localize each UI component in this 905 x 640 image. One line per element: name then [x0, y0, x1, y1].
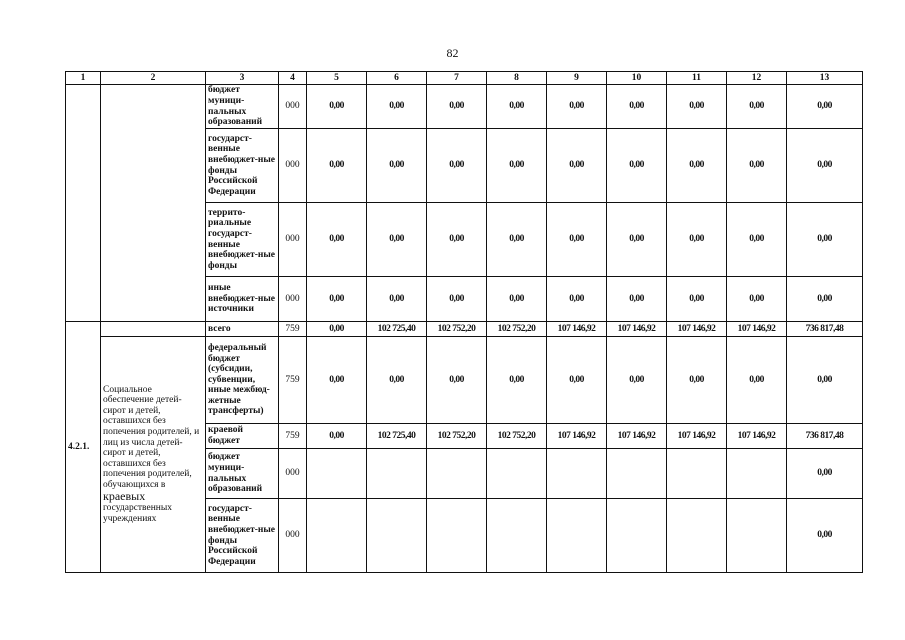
value-cell — [547, 449, 607, 499]
value-cell: 0,00 — [487, 85, 547, 129]
value-cell: 107 146,92 — [547, 322, 607, 337]
value-cell: 102 752,20 — [427, 424, 487, 449]
value-cell: 0,00 — [307, 129, 367, 203]
column-header: 1 — [66, 72, 101, 85]
value-cell — [607, 449, 667, 499]
value-cell — [487, 449, 547, 499]
value-cell — [427, 449, 487, 499]
value-cell: 0,00 — [367, 337, 427, 424]
value-cell — [547, 499, 607, 573]
value-cell: 0,00 — [787, 203, 863, 277]
column-header: 8 — [487, 72, 547, 85]
value-cell: 0,00 — [727, 203, 787, 277]
value-cell: 107 146,92 — [667, 322, 727, 337]
funding-source: бюджет муници-пальных образований — [206, 449, 279, 499]
value-cell: 107 146,92 — [667, 424, 727, 449]
value-cell: 0,00 — [547, 85, 607, 129]
funding-source: краевой бюджет — [206, 424, 279, 449]
code-cell: 000 — [279, 449, 307, 499]
value-cell: 0,00 — [427, 203, 487, 277]
value-cell: 0,00 — [547, 277, 607, 322]
value-cell — [427, 499, 487, 573]
code-cell: 000 — [279, 85, 307, 129]
value-cell: 0,00 — [787, 337, 863, 424]
value-cell: 0,00 — [487, 129, 547, 203]
value-cell: 102 725,40 — [367, 424, 427, 449]
funding-source: иные внебюджет-ные источники — [206, 277, 279, 322]
value-cell: 0,00 — [367, 277, 427, 322]
funding-source: федеральный бюджет (субсидии, субвенции, иные межбюд-жетные трансферты) — [206, 337, 279, 424]
value-cell: 0,00 — [667, 337, 727, 424]
value-cell: 0,00 — [547, 337, 607, 424]
column-header: 10 — [607, 72, 667, 85]
value-cell: 0,00 — [607, 203, 667, 277]
funding-source: государст-венные внебюджет-ные фонды Российской Федерации — [206, 499, 279, 573]
code-cell: 759 — [279, 424, 307, 449]
column-header: 4 — [279, 72, 307, 85]
value-cell — [367, 449, 427, 499]
header-row — [66, 72, 863, 85]
column-header: 2 — [101, 72, 206, 85]
empty-cell — [101, 85, 206, 322]
code-cell: 759 — [279, 322, 307, 337]
value-cell: 0,00 — [547, 203, 607, 277]
value-cell: 0,00 — [367, 85, 427, 129]
value-cell: 0,00 — [667, 129, 727, 203]
value-cell — [727, 499, 787, 573]
item-name-highlight: краевых — [103, 488, 146, 503]
value-cell — [667, 499, 727, 573]
funding-source: бюджет муници-пальных образований — [206, 85, 279, 129]
value-cell: 0,00 — [787, 129, 863, 203]
value-cell: 102 752,20 — [487, 424, 547, 449]
table-row — [66, 337, 863, 424]
column-header: 3 — [206, 72, 279, 85]
funding-source: террито-риальные государст-венные внебюджет-ные фонды — [206, 203, 279, 277]
empty-cell — [66, 85, 101, 322]
value-cell — [367, 499, 427, 573]
value-cell: 0,00 — [667, 85, 727, 129]
value-cell: 102 752,20 — [427, 322, 487, 337]
item-name-text: Социальное обеспечение детей-сирот и детей, оставшихся без попечения родителей, и лиц из числа детей-сирот и детей, оставшихся без попечения родителей, обучающихся в — [103, 384, 200, 490]
value-cell: 102 752,20 — [487, 322, 547, 337]
value-cell — [307, 499, 367, 573]
column-header: 6 — [367, 72, 427, 85]
value-cell — [487, 499, 547, 573]
column-header: 7 — [427, 72, 487, 85]
item-name-text: государственных учреждениях — [103, 503, 173, 524]
code-cell: 000 — [279, 129, 307, 203]
value-cell: 0,00 — [427, 129, 487, 203]
value-cell: 0,00 — [607, 277, 667, 322]
value-cell: 0,00 — [307, 203, 367, 277]
value-cell: 0,00 — [307, 322, 367, 337]
value-cell: 0,00 — [607, 85, 667, 129]
value-cell: 0,00 — [427, 85, 487, 129]
table-row — [66, 85, 863, 129]
code-cell: 000 — [279, 277, 307, 322]
value-cell: 0,00 — [547, 129, 607, 203]
code-cell: 000 — [279, 499, 307, 573]
value-cell: 0,00 — [307, 337, 367, 424]
empty-cell — [101, 322, 206, 337]
value-cell — [307, 449, 367, 499]
value-cell: 107 146,92 — [607, 322, 667, 337]
value-cell: 0,00 — [487, 203, 547, 277]
value-cell: 0,00 — [487, 277, 547, 322]
column-header: 12 — [727, 72, 787, 85]
value-cell: 0,00 — [727, 277, 787, 322]
column-header: 5 — [307, 72, 367, 85]
column-header: 11 — [667, 72, 727, 85]
funding-source: государст-венные внебюджет-ные фонды Российской Федерации — [206, 129, 279, 203]
value-cell: 0,00 — [367, 203, 427, 277]
value-cell: 107 146,92 — [727, 424, 787, 449]
value-cell: 0,00 — [727, 85, 787, 129]
item-name — [101, 337, 206, 573]
value-cell: 0,00 — [787, 449, 863, 499]
value-cell: 107 146,92 — [547, 424, 607, 449]
value-cell: 0,00 — [307, 424, 367, 449]
value-cell — [607, 499, 667, 573]
value-cell: 102 725,40 — [367, 322, 427, 337]
value-cell: 107 146,92 — [727, 322, 787, 337]
code-cell: 000 — [279, 203, 307, 277]
column-header: 13 — [787, 72, 863, 85]
value-cell: 736 817,48 — [787, 322, 863, 337]
value-cell: 0,00 — [787, 499, 863, 573]
value-cell: 0,00 — [667, 277, 727, 322]
value-cell: 0,00 — [607, 129, 667, 203]
item-number: 4.2.1. — [66, 322, 101, 573]
value-cell: 107 146,92 — [607, 424, 667, 449]
value-cell: 0,00 — [787, 85, 863, 129]
budget-table — [65, 71, 863, 573]
value-cell: 0,00 — [667, 203, 727, 277]
value-cell: 0,00 — [727, 337, 787, 424]
value-cell: 0,00 — [367, 129, 427, 203]
code-cell: 759 — [279, 337, 307, 424]
value-cell: 0,00 — [307, 85, 367, 129]
page-number: 82 — [446, 46, 459, 60]
value-cell: 0,00 — [787, 277, 863, 322]
value-cell: 0,00 — [427, 277, 487, 322]
value-cell — [667, 449, 727, 499]
value-cell — [727, 449, 787, 499]
funding-source: всего — [206, 322, 279, 337]
table-row — [66, 322, 863, 337]
value-cell: 0,00 — [487, 337, 547, 424]
value-cell: 0,00 — [727, 129, 787, 203]
column-header: 9 — [547, 72, 607, 85]
value-cell: 0,00 — [307, 277, 367, 322]
value-cell: 0,00 — [607, 337, 667, 424]
value-cell: 736 817,48 — [787, 424, 863, 449]
value-cell: 0,00 — [427, 337, 487, 424]
